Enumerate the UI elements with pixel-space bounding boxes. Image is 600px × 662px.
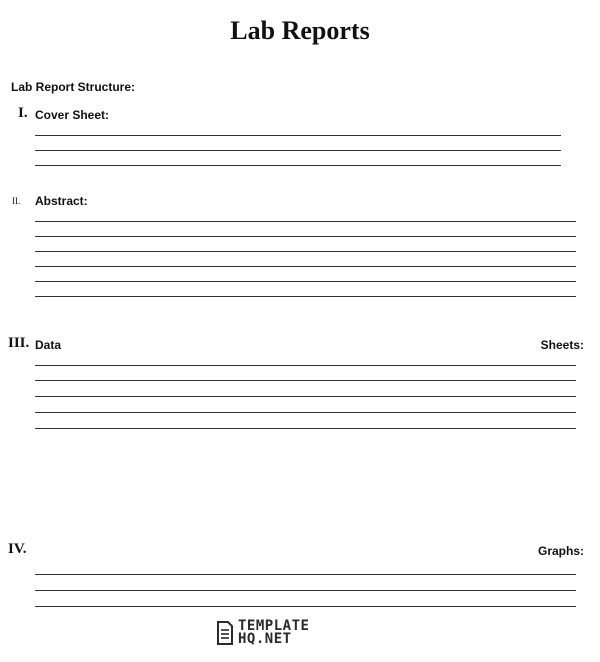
writing-line [35, 251, 576, 252]
section-heading-data: Data [35, 338, 62, 352]
writing-line [35, 396, 576, 397]
writing-line [35, 574, 576, 575]
section-numeral-ii: II. [12, 196, 21, 206]
writing-line [35, 165, 561, 166]
watermark-line-2: HQ.NET [238, 631, 292, 647]
section-heading-abstract: Abstract: [35, 194, 88, 208]
writing-line [35, 281, 576, 282]
writing-line [35, 296, 576, 297]
document-icon [216, 621, 234, 645]
writing-line [35, 606, 576, 607]
structure-label: Lab Report Structure: [11, 80, 136, 94]
writing-line [35, 266, 576, 267]
writing-line [35, 380, 576, 381]
page-title: Lab Reports [230, 16, 370, 45]
section-numeral-i: I. [18, 105, 28, 121]
writing-line [35, 412, 576, 413]
writing-line [35, 221, 576, 222]
writing-line [35, 365, 576, 366]
writing-line [35, 236, 576, 237]
writing-line [35, 428, 576, 429]
section-heading-cover-sheet: Cover Sheet: [35, 108, 110, 122]
watermark-line-1: TEMPLATE [238, 618, 310, 634]
section-numeral-iv: IV. [8, 541, 27, 557]
section-numeral-iii: III. [8, 335, 30, 351]
watermark-logo [216, 620, 309, 646]
section-heading-sheets: Sheets: [540, 338, 584, 352]
section-heading-graphs: Graphs: [537, 544, 584, 558]
writing-line [35, 150, 561, 151]
writing-line [35, 590, 576, 591]
writing-line [35, 135, 561, 136]
watermark-text [238, 620, 309, 646]
